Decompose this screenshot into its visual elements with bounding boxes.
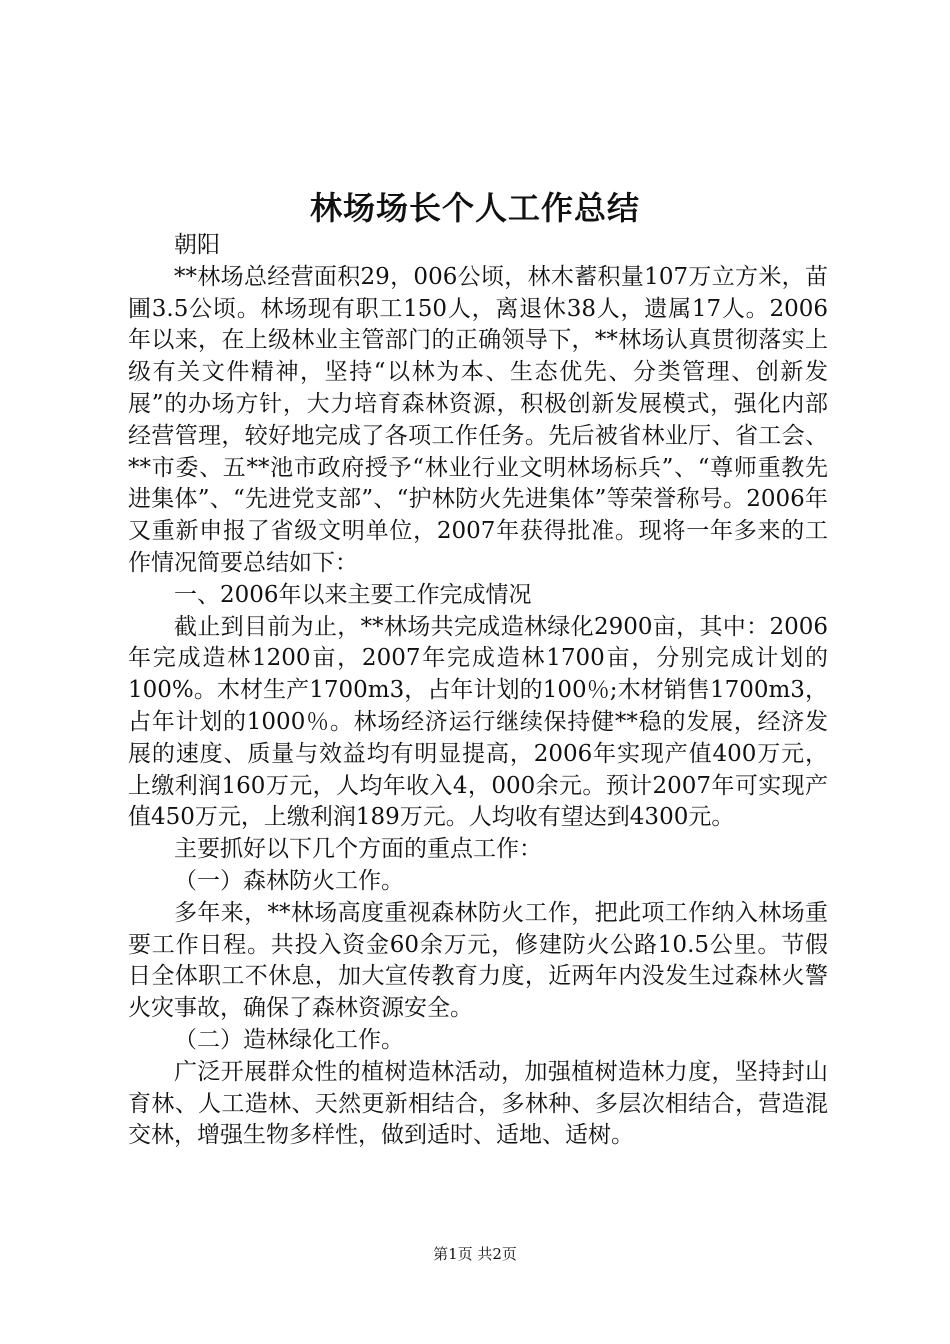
paragraph-intro: **林场总经营面积29，006公顷，林木蓄积量107万立方米，苗圃3.5公顷。林场现有职工150人，离退休38人，遗属17人。2006年以来，在上级林业主管部门的正确领导下，**林场认真贯彻落实上级有关文件精神，坚持“以林为本、生态优先、分类管理、创新发展”的办场方针，大力培育森林资源，积极创新发展模式，强化内部经营管理，较好地完成了各项工作任务。先后被省林业厅、省工会、**市委、五**池市政府授予“林业行业文明林场标兵”、“尊师重教先进集体”、“先进党支部”、“护林防火先进集体”等荣誉称号。2006年又重新申报了省级文明单位，2007年获得批准。现将一年多来的工作情况简要总结如下： [128, 263, 828, 576]
section-heading-1: 一、2006年以来主要工作完成情况 [174, 581, 532, 608]
subsection-heading-afforestation: （二）造林绿化工作。 [174, 1026, 404, 1053]
paragraph-progress: 截止到目前为止，**林场共完成造林绿化2900亩，其中：2006年完成造林1200亩，2007年完成造林1700亩，分别完成计划的100%。木材生产1700m3，占年计划的100％;木材销售1700m3，占年计划的1000％。林场经济运行继续保持健**稳的发展，经济发展的速度、质量与效益均有明显提高，2006年实现产值400万元，上缴利润160万元，人均年收入4，000余元。预计2007年可实现产值450万元，上缴利润189万元。人均收有望达到4300元。 [128, 613, 828, 831]
subsection-heading-fire: （一）森林防火工作。 [174, 867, 404, 894]
page-footer: 第1页 共2页 [433, 1245, 517, 1263]
paragraph-afforestation: 广泛开展群众性的植树造林活动，加强植树造林力度，坚持封山育林、人工造林、天然更新相结合，多林种、多层次相结合，营造混交林，增强生物多样性，做到适时、适地、适树。 [128, 1058, 828, 1149]
paragraph-fire: 多年来，**林场高度重视森林防火工作，把此项工作纳入林场重要工作日程。共投入资金60余万元，修建防火公路10.5公里。节假日全体职工不休息，加大宣传教育力度，近两年内没发生过森林火警火灾事故，确保了森林资源安全。 [128, 899, 828, 1022]
document-title: 林场场长个人工作总结 [309, 189, 640, 227]
document-body [128, 230, 828, 1152]
paragraph-author: 朝阳 [174, 232, 220, 258]
paragraph-key-work: 主要抓好以下几个方面的重点工作： [174, 836, 542, 863]
